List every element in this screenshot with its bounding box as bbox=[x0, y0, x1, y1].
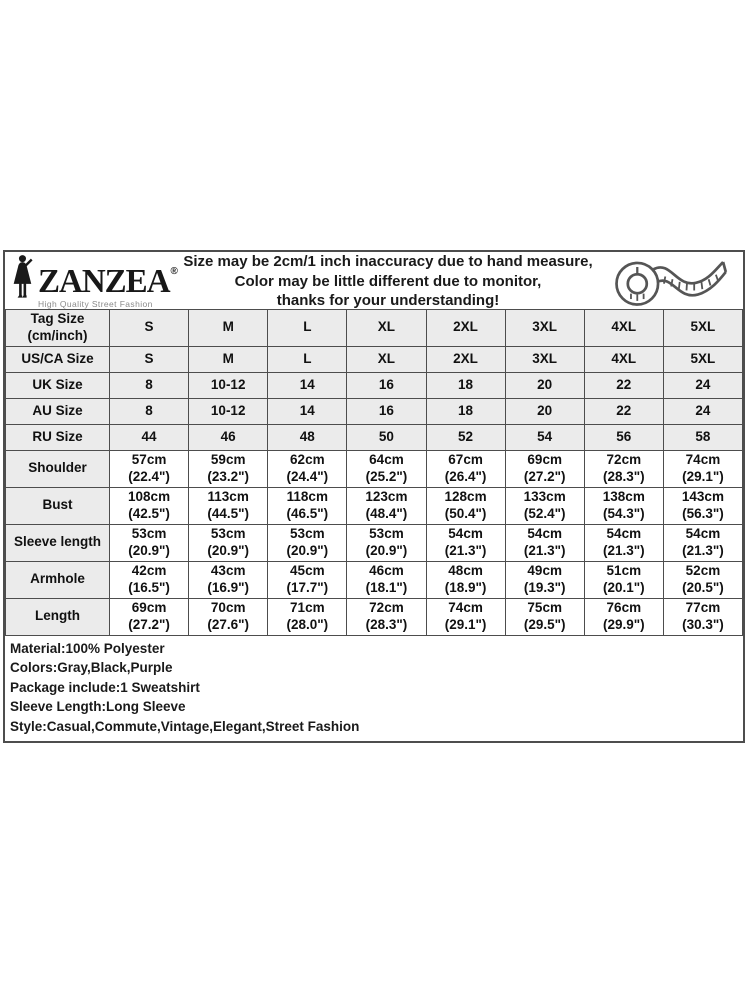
size-cell: L bbox=[268, 310, 347, 347]
size-cell: 128cm (50.4") bbox=[426, 487, 505, 524]
size-cell: 64cm (25.2") bbox=[347, 450, 426, 487]
size-cell: 69cm (27.2") bbox=[505, 450, 584, 487]
size-cell: 57cm (22.4") bbox=[110, 450, 189, 487]
size-cell: 14 bbox=[268, 398, 347, 424]
row-label: UK Size bbox=[6, 372, 110, 398]
table-row bbox=[6, 598, 743, 635]
row-label: Length bbox=[6, 598, 110, 635]
product-info-line: Package include:1 Sweatshirt bbox=[10, 679, 200, 695]
size-cell: 22 bbox=[584, 372, 663, 398]
size-cell: 118cm (46.5") bbox=[268, 487, 347, 524]
sheet-header bbox=[5, 252, 743, 309]
size-cell: 123cm (48.4") bbox=[347, 487, 426, 524]
table-row bbox=[6, 524, 743, 561]
measurement-notice bbox=[183, 250, 593, 311]
size-cell: 5XL bbox=[663, 346, 742, 372]
woman-silhouette-icon bbox=[11, 251, 37, 308]
row-label: Sleeve length bbox=[6, 524, 110, 561]
size-cell: 46cm (18.1") bbox=[347, 561, 426, 598]
size-cell: 8 bbox=[110, 372, 189, 398]
size-cell: 53cm (20.9") bbox=[347, 524, 426, 561]
product-info-line: Material:100% Polyester bbox=[10, 640, 165, 656]
size-cell: 54cm (21.3") bbox=[663, 524, 742, 561]
brand-logo bbox=[5, 249, 183, 312]
row-label: Bust bbox=[6, 487, 110, 524]
brand-name: ZANZEA bbox=[38, 263, 170, 300]
size-cell: S bbox=[110, 346, 189, 372]
size-cell: 4XL bbox=[584, 310, 663, 347]
brand-tagline: High Quality Street Fashion bbox=[38, 298, 153, 309]
size-cell: 72cm (28.3") bbox=[584, 450, 663, 487]
size-cell: 52 bbox=[426, 424, 505, 450]
row-label: US/CA Size bbox=[6, 346, 110, 372]
size-cell: 138cm (54.3") bbox=[584, 487, 663, 524]
notice-line-2: Color may be little different due to monitor, bbox=[234, 272, 542, 290]
size-table bbox=[5, 309, 743, 636]
size-cell: 8 bbox=[110, 398, 189, 424]
size-cell: 54cm (21.3") bbox=[584, 524, 663, 561]
size-cell: 24 bbox=[663, 372, 742, 398]
table-row bbox=[6, 310, 743, 347]
size-cell: 22 bbox=[584, 398, 663, 424]
table-row bbox=[6, 487, 743, 524]
size-cell: 18 bbox=[426, 372, 505, 398]
size-cell: 108cm (42.5") bbox=[110, 487, 189, 524]
size-cell: 53cm (20.9") bbox=[110, 524, 189, 561]
size-cell: S bbox=[110, 310, 189, 347]
size-cell: 20 bbox=[505, 398, 584, 424]
size-cell: 4XL bbox=[584, 346, 663, 372]
size-cell: 74cm (29.1") bbox=[663, 450, 742, 487]
size-cell: 67cm (26.4") bbox=[426, 450, 505, 487]
size-cell: 58 bbox=[663, 424, 742, 450]
size-cell: 62cm (24.4") bbox=[268, 450, 347, 487]
table-row bbox=[6, 561, 743, 598]
row-label: Armhole bbox=[6, 561, 110, 598]
size-cell: 10-12 bbox=[189, 372, 268, 398]
table-row bbox=[6, 398, 743, 424]
table-row bbox=[6, 372, 743, 398]
size-cell: 54cm (21.3") bbox=[426, 524, 505, 561]
size-cell: 54cm (21.3") bbox=[505, 524, 584, 561]
product-info-line: Colors:Gray,Black,Purple bbox=[10, 660, 173, 676]
notice-line-1: Size may be 2cm/1 inch inaccuracy due to hand measure, bbox=[183, 253, 593, 271]
size-cell: 53cm (20.9") bbox=[268, 524, 347, 561]
brand-text-block bbox=[38, 263, 178, 309]
size-cell: XL bbox=[347, 310, 426, 347]
size-cell: 44 bbox=[110, 424, 189, 450]
table-row bbox=[6, 346, 743, 372]
size-cell: 143cm (56.3") bbox=[663, 487, 742, 524]
row-label: Tag Size (cm/inch) bbox=[6, 310, 110, 347]
size-cell: 70cm (27.6") bbox=[189, 598, 268, 635]
size-cell: 74cm (29.1") bbox=[426, 598, 505, 635]
size-cell: 2XL bbox=[426, 310, 505, 347]
product-info-line: Sleeve Length:Long Sleeve bbox=[10, 699, 186, 715]
size-cell: 2XL bbox=[426, 346, 505, 372]
size-cell: 16 bbox=[347, 398, 426, 424]
size-cell: 56 bbox=[584, 424, 663, 450]
product-info bbox=[5, 636, 743, 742]
size-cell: 16 bbox=[347, 372, 426, 398]
size-cell: 51cm (20.1") bbox=[584, 561, 663, 598]
size-cell: 113cm (44.5") bbox=[189, 487, 268, 524]
size-table-body bbox=[6, 310, 743, 636]
size-cell: 133cm (52.4") bbox=[505, 487, 584, 524]
size-cell: L bbox=[268, 346, 347, 372]
size-cell: 59cm (23.2") bbox=[189, 450, 268, 487]
size-cell: 52cm (20.5") bbox=[663, 561, 742, 598]
size-cell: 48cm (18.9") bbox=[426, 561, 505, 598]
size-cell: 24 bbox=[663, 398, 742, 424]
size-cell: 49cm (19.3") bbox=[505, 561, 584, 598]
size-cell: XL bbox=[347, 346, 426, 372]
size-cell: M bbox=[189, 310, 268, 347]
size-cell: 3XL bbox=[505, 346, 584, 372]
size-cell: 20 bbox=[505, 372, 584, 398]
size-cell: 42cm (16.5") bbox=[110, 561, 189, 598]
size-cell: 75cm (29.5") bbox=[505, 598, 584, 635]
row-label: AU Size bbox=[6, 398, 110, 424]
size-chart-sheet bbox=[3, 250, 745, 743]
table-row bbox=[6, 424, 743, 450]
row-label: Shoulder bbox=[6, 450, 110, 487]
registered-mark: ® bbox=[170, 265, 178, 277]
size-cell: 14 bbox=[268, 372, 347, 398]
size-cell: 50 bbox=[347, 424, 426, 450]
size-cell: 18 bbox=[426, 398, 505, 424]
size-cell: 45cm (17.7") bbox=[268, 561, 347, 598]
size-cell: 72cm (28.3") bbox=[347, 598, 426, 635]
size-cell: 43cm (16.9") bbox=[189, 561, 268, 598]
size-cell: 76cm (29.9") bbox=[584, 598, 663, 635]
size-cell: 53cm (20.9") bbox=[189, 524, 268, 561]
table-row bbox=[6, 450, 743, 487]
product-info-line: Style:Casual,Commute,Vintage,Elegant,Street Fashion bbox=[10, 718, 360, 734]
notice-line-3: thanks for your understanding! bbox=[276, 292, 500, 310]
size-cell: M bbox=[189, 346, 268, 372]
size-cell: 71cm (28.0") bbox=[268, 598, 347, 635]
size-cell: 46 bbox=[189, 424, 268, 450]
measuring-tape-icon bbox=[593, 253, 743, 309]
size-cell: 3XL bbox=[505, 310, 584, 347]
size-cell: 77cm (30.3") bbox=[663, 598, 742, 635]
size-cell: 48 bbox=[268, 424, 347, 450]
size-cell: 5XL bbox=[663, 310, 742, 347]
row-label: RU Size bbox=[6, 424, 110, 450]
size-cell: 10-12 bbox=[189, 398, 268, 424]
size-cell: 54 bbox=[505, 424, 584, 450]
size-cell: 69cm (27.2") bbox=[110, 598, 189, 635]
